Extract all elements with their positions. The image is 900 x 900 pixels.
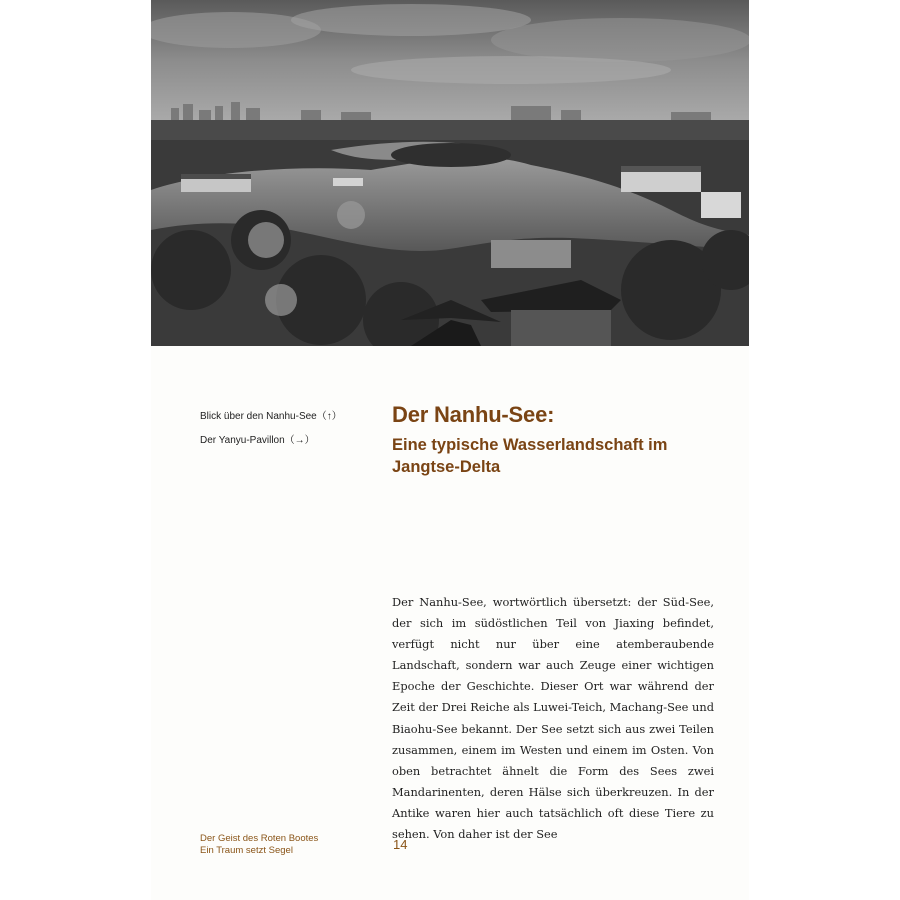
- caption-yanyu-pavilion: Der Yanyu-Pavillon（→）: [200, 435, 315, 446]
- body-paragraph: Der Nanhu-See, wortwörtlich übersetzt: der Süd-See, der sich im südöstlichen Teil von Jiaxing befindet, verfügt nicht nur über eine atemberaubende Landschaft, sondern war auch Zeuge einer wichtigen Epoche der Geschichte. Dieser Ort war während der Zeit der Drei Reiche als Luwei-Teich, Machang-See und Biaohu-See bekannt. Der See setzt sich aus zwei Teilen zusammen, einem im Westen und einem im Osten. Von oben betrachtet ähnelt die Form des Sees zwei Mandarinenten, deren Hälse sich überkreuzen. In der Antike waren hier auch tatsächlich oft diese Tiere zu sehen. Von daher ist der See: [392, 595, 714, 842]
- article-title: Der Nanhu-See:: [392, 402, 555, 427]
- article-heading: [392, 400, 732, 478]
- caption-lake-view: Blick über den Nanhu-See（↑）: [200, 411, 342, 422]
- lake-landscape-photo: [151, 0, 749, 346]
- photo-captions: [200, 405, 342, 453]
- footer-book-subtitle: Ein Traum setzt Segel: [200, 845, 293, 856]
- article-body: [392, 592, 714, 845]
- article-subtitle: Eine typische Wasserlandschaft im Jangtse-Delta: [392, 436, 668, 476]
- running-footer: [200, 833, 318, 857]
- page-number: 14: [393, 837, 408, 852]
- footer-book-title: Der Geist des Roten Bootes: [200, 833, 319, 844]
